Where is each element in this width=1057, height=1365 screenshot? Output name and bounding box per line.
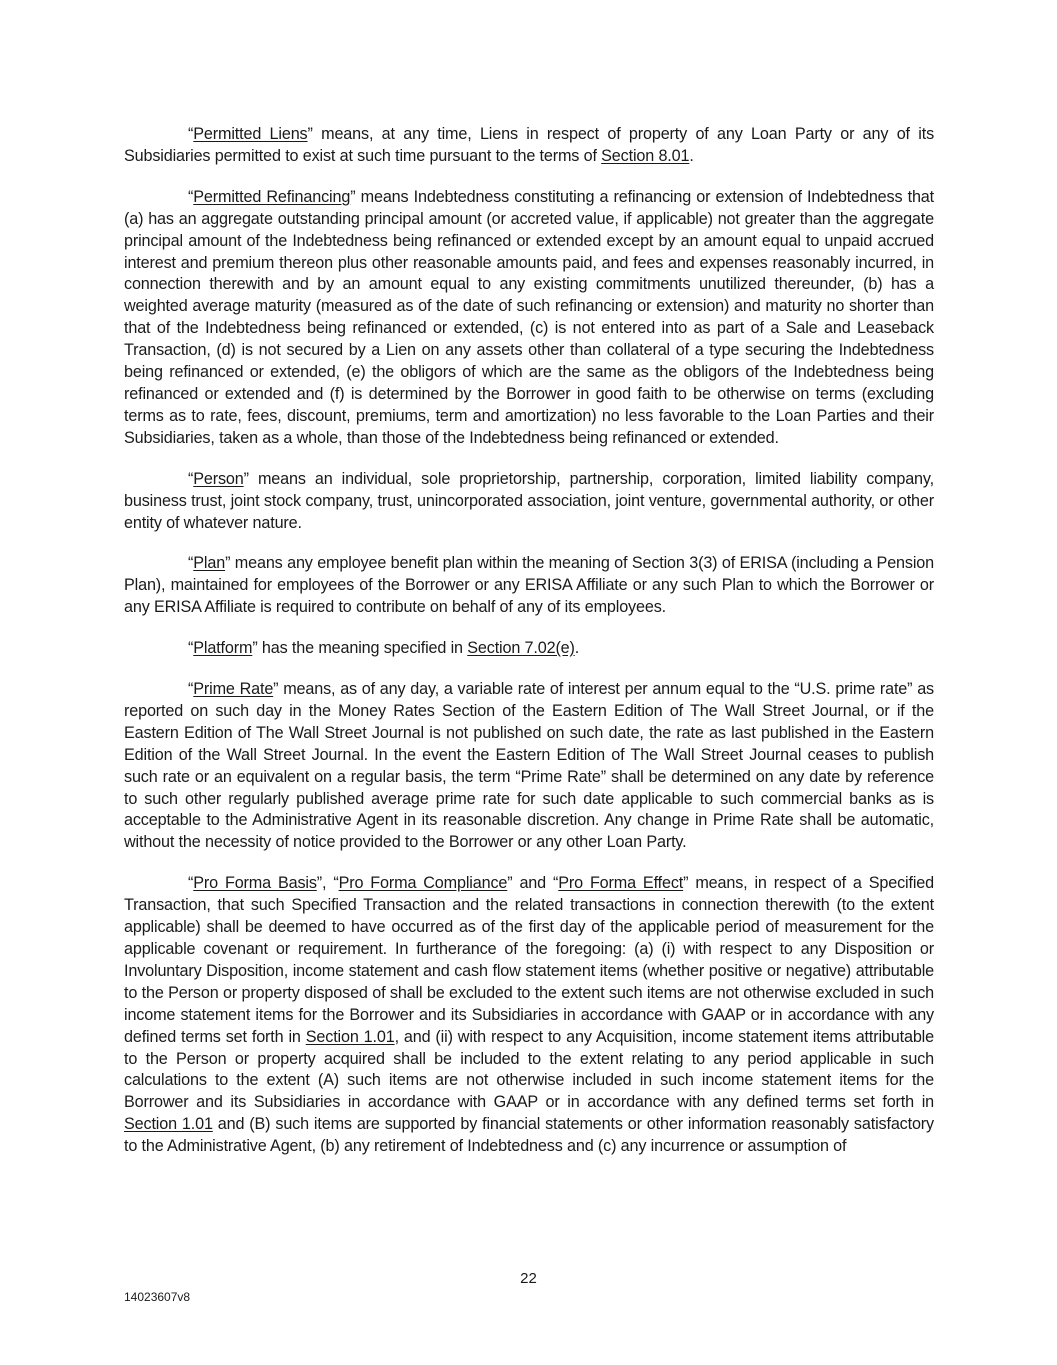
open-quote: “ — [188, 874, 194, 893]
definition-text: , and (ii) with respect to any Acquisition, income statement items attributable to the Person or property acquired shall be included to the extent relating to any period applicable in such calculations to the extent (A) such items are not otherwise included in such income statement items for the Borrower and its Subsidiaries in accordance with GAAP or in accordance with any defined terms set forth in — [124, 1027, 934, 1112]
definition-text: . — [574, 639, 580, 658]
definition-permitted-refinancing — [124, 187, 934, 450]
defined-term-pro-forma-compliance: Pro Forma Compliance — [338, 874, 508, 893]
definition-pro-forma — [124, 873, 934, 1158]
close-quote: ” — [252, 639, 258, 658]
definition-text: means Indebtedness constituting a refinancing or extension of Indebtedness that (a) has an aggregate outstanding principal amount (or accreted value, if applicable) not greater than the aggregate principal amount of the Indebtedness being refinanced or extended except by an amount equal to unpaid accrued interest and premium thereon plus other reasonable amounts paid, and fees and expenses reasonably incurred, in connection therewith and by an amount equal to any existing commitments unutilized thereunder, (b) has a weighted average maturity (measured as of the date of such refinancing or extension) and maturity no shorter than that of the Indebtedness being refinanced or extended, (c) is not entered into as part of a Sale and Leaseback Transaction, (d) is not secured by a Lien on any assets other than collateral of a type securing the Indebtedness being refinanced or extended, (e) the obligors of which are the same as the obligors of the Indebtedness being refinanced or extended and (f) is determined by the Borrower in good faith to be otherwise on terms (excluding terms as to rate, fees, discount, premiums, term and amortization) no less favorable to the Loan Parties and their Subsidiaries, taken as a whole, than those of the Indebtedness being refinanced or extended. — [124, 187, 934, 447]
defined-term-pro-forma-effect: Pro Forma Effect — [558, 874, 684, 893]
section-reference: Section 8.01 — [601, 146, 690, 165]
close-quote: ” — [683, 874, 689, 893]
open-quote: “ — [188, 187, 194, 206]
close-quote: ” — [243, 469, 249, 488]
defined-term-permitted-liens: Permitted Liens — [193, 125, 308, 143]
term-separator: ” and “ — [507, 874, 559, 893]
close-quote: ” — [350, 187, 356, 206]
close-quote: ” — [307, 125, 313, 143]
close-quote: ” — [273, 680, 279, 699]
definition-text: means, in respect of a Specified Transaction, that such Specified Transaction and the related transactions in connection therewith (to the extent applicable) shall be deemed to have occurred as of the first day of the applicable period of measurement for the applicable covenant or requirement. In furtherance of the foregoing: (a) (i) with respect to any Disposition or Involuntary Disposition, income statement and cash flow statement items (whether positive or negative) attributable to the Person or property disposed of shall be excluded to the extent such items are not otherwise excluded in such income statement items for the Borrower and its Subsidiaries in accordance with GAAP or in accordance with any defined terms set forth in — [124, 874, 934, 1046]
open-quote: “ — [188, 125, 194, 143]
definition-person — [124, 469, 934, 535]
defined-term-plan: Plan — [193, 554, 226, 573]
defined-term-permitted-refinancing: Permitted Refinancing — [193, 187, 351, 206]
section-reference: Section 7.02(e) — [467, 639, 575, 658]
close-quote: ” — [225, 554, 231, 573]
open-quote: “ — [188, 639, 194, 658]
defined-term-pro-forma-basis: Pro Forma Basis — [193, 874, 317, 893]
page-number: 22 — [520, 1270, 537, 1287]
definition-text: has the meaning specified in — [257, 639, 468, 658]
document-body — [124, 124, 934, 1177]
definition-text: means, at any time, Liens in respect of property of any Loan Party or any of its Subsidiaries permitted to exist at such time pursuant to the terms of — [124, 125, 935, 165]
definition-prime-rate — [124, 679, 934, 854]
definition-text: means, as of any day, a variable rate of interest per annum equal to the “U.S. prime rate” as reported on such day in the Money Rates Section of the Eastern Edition of The Wall Street Journal, or if the Eastern Edition of The Wall Street Journal is not published on such date, the rate as last published in the Eastern Edition of the Wall Street Journal. In the event the Eastern Edition of The Wall Street Journal ceases to publish such rate or an equivalent on a regular basis, the term “Prime Rate” shall be determined on any date by reference to such other regularly published average prime rate for such date applicable to such commercial banks as is acceptable to the Administrative Agent in its reasonable discretion. Any change in Prime Rate shall be automatic, without the necessity of notice provided to the Borrower or any other Loan Party. — [124, 680, 934, 852]
defined-term-platform: Platform — [193, 639, 253, 658]
definition-text: means an individual, sole proprietorship, partnership, corporation, limited liability company, business trust, joint stock company, trust, unincorporated association, joint venture, governmental authority, or other entity of whatever nature. — [124, 469, 934, 532]
definition-permitted-liens — [124, 124, 934, 168]
section-reference: Section 1.01 — [124, 1115, 213, 1134]
definition-text: means any employee benefit plan within the meaning of Section 3(3) of ERISA (including a Pension Plan), maintained for employees of the Borrower or any ERISA Affiliate or any such Plan to which the Borrower or any ERISA Affiliate is required to contribute on behalf of any of its employees. — [124, 554, 934, 617]
open-quote: “ — [188, 469, 194, 488]
definition-text: . — [689, 146, 694, 165]
open-quote: “ — [188, 680, 194, 699]
defined-term-prime-rate: Prime Rate — [193, 680, 274, 699]
section-reference: Section 1.01 — [305, 1027, 395, 1046]
open-quote: “ — [188, 554, 194, 573]
definition-plan — [124, 553, 934, 619]
term-separator: ”, “ — [316, 874, 339, 893]
definition-text: and (B) such items are supported by financial statements or other information reasonably satisfactory to the Administrative Agent, (b) any retirement of Indebtedness and (c) any incurrence or assumption of — [124, 1115, 934, 1156]
document-id: 14023607v8 — [124, 1290, 191, 1304]
definition-platform — [124, 638, 934, 660]
defined-term-person: Person — [193, 469, 244, 488]
